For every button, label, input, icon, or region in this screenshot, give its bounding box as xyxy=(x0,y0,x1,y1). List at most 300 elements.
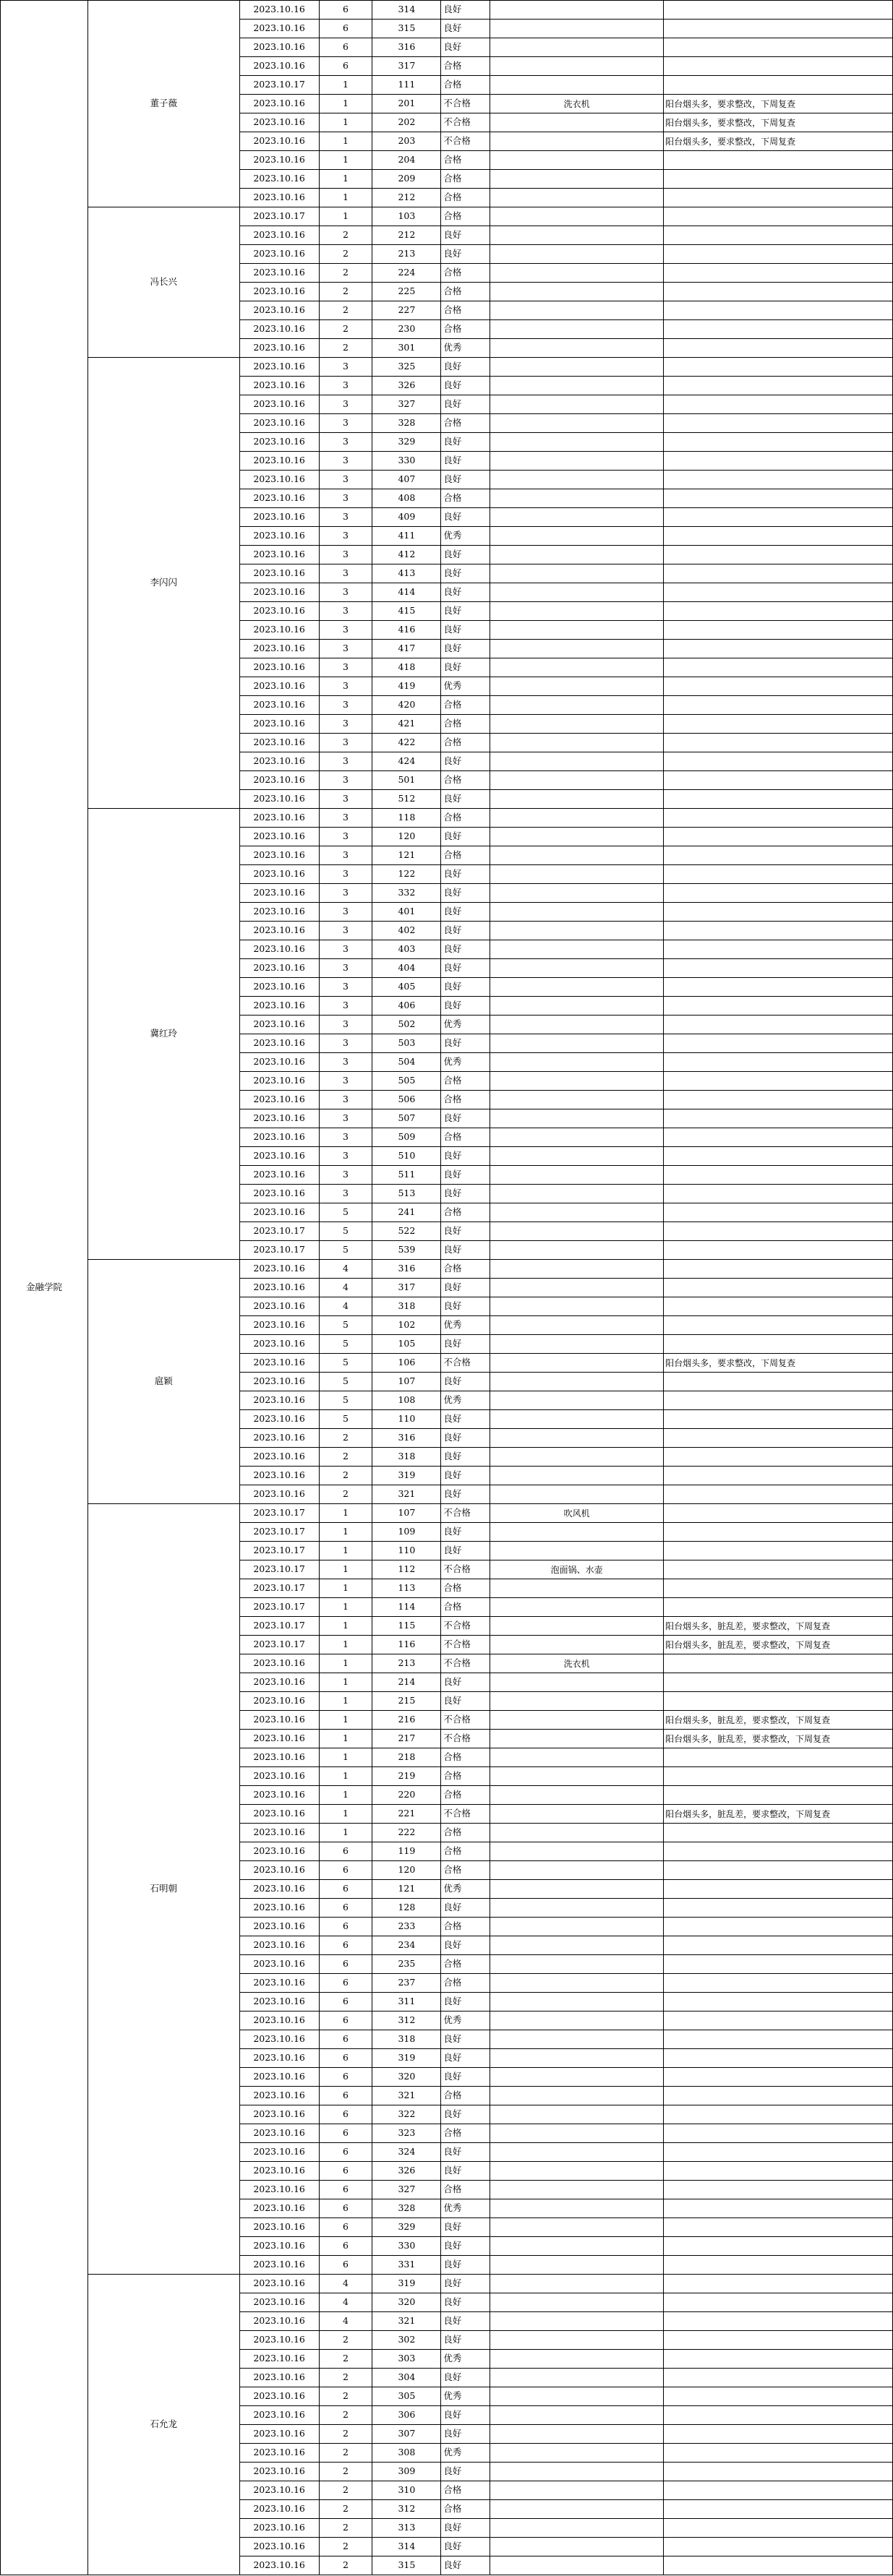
appliance-cell xyxy=(490,1861,664,1880)
appliance-cell xyxy=(490,2124,664,2143)
building-cell: 6 xyxy=(319,2256,372,2275)
room-cell: 311 xyxy=(372,1993,441,2012)
room-cell: 318 xyxy=(372,1297,441,1316)
building-cell: 3 xyxy=(319,395,372,414)
building-cell: 6 xyxy=(319,2049,372,2068)
room-cell: 327 xyxy=(372,395,441,414)
appliance-cell xyxy=(490,1974,664,1993)
appliance-cell xyxy=(490,508,664,527)
feedback-cell xyxy=(664,583,893,602)
building-cell: 2 xyxy=(319,339,372,358)
date-cell: 2023.10.16 xyxy=(239,940,319,959)
result-cell: 良好 xyxy=(441,1297,490,1316)
result-cell: 合格 xyxy=(441,846,490,865)
building-cell: 1 xyxy=(319,1617,372,1636)
result-cell: 合格 xyxy=(441,1842,490,1861)
feedback-cell xyxy=(664,1316,893,1335)
appliance-cell xyxy=(490,1,664,20)
result-cell: 良好 xyxy=(441,2049,490,2068)
appliance-cell xyxy=(490,564,664,583)
building-cell: 3 xyxy=(319,1128,372,1147)
feedback-cell xyxy=(664,1072,893,1091)
date-cell: 2023.10.16 xyxy=(239,1993,319,2012)
room-cell: 214 xyxy=(372,1673,441,1692)
feedback-cell xyxy=(664,2237,893,2256)
appliance-cell xyxy=(490,602,664,621)
result-cell: 良好 xyxy=(441,940,490,959)
appliance-cell xyxy=(490,978,664,997)
appliance-cell xyxy=(490,922,664,940)
room-cell: 309 xyxy=(372,2463,441,2481)
result-cell: 良好 xyxy=(441,1373,490,1391)
result-cell: 良好 xyxy=(441,1166,490,1185)
building-cell: 2 xyxy=(319,2500,372,2519)
result-cell: 良好 xyxy=(441,1467,490,1485)
feedback-cell xyxy=(664,2463,893,2481)
result-cell: 良好 xyxy=(441,1147,490,1166)
result-cell: 良好 xyxy=(441,1429,490,1448)
result-cell: 合格 xyxy=(441,1748,490,1767)
date-cell: 2023.10.17 xyxy=(239,76,319,95)
room-cell: 504 xyxy=(372,1053,441,1072)
room-cell: 119 xyxy=(372,1842,441,1861)
feedback-cell xyxy=(664,189,893,207)
building-cell: 2 xyxy=(319,283,372,301)
building-cell: 2 xyxy=(319,2350,372,2369)
date-cell: 2023.10.16 xyxy=(239,1034,319,1053)
feedback-cell xyxy=(664,283,893,301)
feedback-cell: 阳台烟头多，要求整改，下周复查 xyxy=(664,132,893,151)
feedback-cell xyxy=(664,2406,893,2425)
appliance-cell xyxy=(490,20,664,38)
feedback-cell xyxy=(664,20,893,38)
date-cell: 2023.10.16 xyxy=(239,95,319,113)
date-cell: 2023.10.16 xyxy=(239,2275,319,2293)
counselor-cell: 扈颖 xyxy=(87,1260,239,1504)
feedback-cell xyxy=(664,2143,893,2162)
feedback-cell: 阳台烟头多，脏乱差，要求整改，下周复查 xyxy=(664,1730,893,1748)
result-cell: 合格 xyxy=(441,301,490,320)
room-cell: 316 xyxy=(372,1429,441,1448)
result-cell: 良好 xyxy=(441,508,490,527)
date-cell: 2023.10.16 xyxy=(239,2030,319,2049)
date-cell: 2023.10.16 xyxy=(239,1711,319,1730)
appliance-cell xyxy=(490,1373,664,1391)
appliance-cell xyxy=(490,2049,664,2068)
appliance-cell xyxy=(490,696,664,715)
appliance-cell xyxy=(490,1899,664,1918)
appliance-cell xyxy=(490,1485,664,1504)
feedback-cell xyxy=(664,2105,893,2124)
building-cell: 3 xyxy=(319,583,372,602)
date-cell: 2023.10.17 xyxy=(239,1241,319,1260)
feedback-cell xyxy=(664,2181,893,2199)
date-cell: 2023.10.16 xyxy=(239,2237,319,2256)
feedback-cell xyxy=(664,564,893,583)
feedback-cell xyxy=(664,715,893,734)
date-cell: 2023.10.17 xyxy=(239,1636,319,1654)
room-cell: 330 xyxy=(372,2237,441,2256)
building-cell: 2 xyxy=(319,2369,372,2387)
date-cell: 2023.10.16 xyxy=(239,1053,319,1072)
date-cell: 2023.10.16 xyxy=(239,2444,319,2463)
room-cell: 110 xyxy=(372,1410,441,1429)
feedback-cell xyxy=(664,1373,893,1391)
feedback-cell xyxy=(664,2481,893,2500)
result-cell: 良好 xyxy=(441,2425,490,2444)
room-cell: 203 xyxy=(372,132,441,151)
building-cell: 1 xyxy=(319,207,372,226)
result-cell: 合格 xyxy=(441,170,490,189)
feedback-cell xyxy=(664,1955,893,1974)
appliance-cell xyxy=(490,1279,664,1297)
feedback-cell: 阳台烟头多，要求整改，下周复查 xyxy=(664,113,893,132)
building-cell: 3 xyxy=(319,1091,372,1109)
room-cell: 225 xyxy=(372,283,441,301)
date-cell: 2023.10.16 xyxy=(239,2087,319,2105)
result-cell: 合格 xyxy=(441,2481,490,2500)
building-cell: 1 xyxy=(319,170,372,189)
feedback-cell xyxy=(664,1880,893,1899)
result-cell: 良好 xyxy=(441,658,490,677)
room-cell: 315 xyxy=(372,20,441,38)
building-cell: 3 xyxy=(319,602,372,621)
room-cell: 331 xyxy=(372,2256,441,2275)
room-cell: 110 xyxy=(372,1542,441,1560)
feedback-cell xyxy=(664,1429,893,1448)
feedback-cell xyxy=(664,2312,893,2331)
date-cell: 2023.10.16 xyxy=(239,508,319,527)
building-cell: 3 xyxy=(319,959,372,978)
room-cell: 413 xyxy=(372,564,441,583)
room-cell: 118 xyxy=(372,809,441,828)
feedback-cell xyxy=(664,752,893,771)
date-cell: 2023.10.16 xyxy=(239,1072,319,1091)
room-cell: 213 xyxy=(372,245,441,264)
feedback-cell xyxy=(664,301,893,320)
building-cell: 3 xyxy=(319,997,372,1016)
room-cell: 409 xyxy=(372,508,441,527)
appliance-cell: 泡面锅、水壶 xyxy=(490,1560,664,1579)
date-cell: 2023.10.16 xyxy=(239,658,319,677)
room-cell: 321 xyxy=(372,2312,441,2331)
result-cell: 合格 xyxy=(441,1579,490,1598)
college-cell: 金融学院 xyxy=(1,1,88,2575)
result-cell: 不合格 xyxy=(441,132,490,151)
building-cell: 3 xyxy=(319,452,372,471)
result-cell: 合格 xyxy=(441,2124,490,2143)
appliance-cell xyxy=(490,1617,664,1636)
date-cell: 2023.10.16 xyxy=(239,1673,319,1692)
appliance-cell xyxy=(490,339,664,358)
room-cell: 415 xyxy=(372,602,441,621)
result-cell: 良好 xyxy=(441,2143,490,2162)
feedback-cell xyxy=(664,1748,893,1767)
date-cell: 2023.10.16 xyxy=(239,2256,319,2275)
feedback-cell xyxy=(664,1993,893,2012)
result-cell: 优秀 xyxy=(441,1053,490,1072)
feedback-cell xyxy=(664,1448,893,1467)
date-cell: 2023.10.16 xyxy=(239,132,319,151)
date-cell: 2023.10.16 xyxy=(239,2369,319,2387)
feedback-cell xyxy=(664,884,893,903)
feedback-cell xyxy=(664,1166,893,1185)
building-cell: 3 xyxy=(319,696,372,715)
appliance-cell xyxy=(490,809,664,828)
date-cell: 2023.10.16 xyxy=(239,1185,319,1203)
date-cell: 2023.10.16 xyxy=(239,1918,319,1936)
building-cell: 3 xyxy=(319,865,372,884)
appliance-cell xyxy=(490,1673,664,1692)
room-cell: 221 xyxy=(372,1805,441,1824)
appliance-cell xyxy=(490,997,664,1016)
table-row xyxy=(1,809,893,828)
building-cell: 4 xyxy=(319,1260,372,1279)
date-cell: 2023.10.16 xyxy=(239,1,319,20)
feedback-cell xyxy=(664,1335,893,1354)
feedback-cell xyxy=(664,677,893,696)
date-cell: 2023.10.16 xyxy=(239,1448,319,1467)
building-cell: 1 xyxy=(319,1654,372,1673)
appliance-cell xyxy=(490,1354,664,1373)
result-cell: 良好 xyxy=(441,2162,490,2181)
feedback-cell xyxy=(664,602,893,621)
appliance-cell xyxy=(490,903,664,922)
room-cell: 316 xyxy=(372,38,441,57)
date-cell: 2023.10.16 xyxy=(239,1936,319,1955)
room-cell: 302 xyxy=(372,2331,441,2350)
building-cell: 3 xyxy=(319,978,372,997)
building-cell: 3 xyxy=(319,790,372,809)
room-cell: 105 xyxy=(372,1335,441,1354)
date-cell: 2023.10.16 xyxy=(239,1391,319,1410)
room-cell: 222 xyxy=(372,1824,441,1842)
feedback-cell xyxy=(664,809,893,828)
result-cell: 合格 xyxy=(441,1598,490,1617)
room-cell: 319 xyxy=(372,2049,441,2068)
appliance-cell xyxy=(490,1636,664,1654)
feedback-cell xyxy=(664,1824,893,1842)
appliance-cell xyxy=(490,320,664,339)
appliance-cell xyxy=(490,1692,664,1711)
date-cell: 2023.10.17 xyxy=(239,1579,319,1598)
date-cell: 2023.10.16 xyxy=(239,583,319,602)
building-cell: 1 xyxy=(319,1523,372,1542)
feedback-cell xyxy=(664,2199,893,2218)
appliance-cell xyxy=(490,2068,664,2087)
appliance-cell xyxy=(490,1579,664,1598)
feedback-cell xyxy=(664,978,893,997)
date-cell: 2023.10.16 xyxy=(239,151,319,170)
room-cell: 315 xyxy=(372,2556,441,2575)
appliance-cell xyxy=(490,245,664,264)
building-cell: 1 xyxy=(319,1560,372,1579)
appliance-cell xyxy=(490,1185,664,1203)
room-cell: 314 xyxy=(372,1,441,20)
feedback-cell xyxy=(664,734,893,752)
result-cell: 良好 xyxy=(441,752,490,771)
feedback-cell xyxy=(664,1560,893,1579)
feedback-cell xyxy=(664,2030,893,2049)
building-cell: 6 xyxy=(319,2068,372,2087)
feedback-cell xyxy=(664,1654,893,1673)
appliance-cell xyxy=(490,189,664,207)
appliance-cell xyxy=(490,1955,664,1974)
result-cell: 优秀 xyxy=(441,527,490,546)
room-cell: 121 xyxy=(372,846,441,865)
appliance-cell xyxy=(490,1767,664,1786)
building-cell: 3 xyxy=(319,940,372,959)
appliance-cell xyxy=(490,790,664,809)
result-cell: 合格 xyxy=(441,1955,490,1974)
result-cell: 良好 xyxy=(441,2406,490,2425)
feedback-cell xyxy=(664,38,893,57)
feedback-cell xyxy=(664,395,893,414)
feedback-cell xyxy=(664,2369,893,2387)
appliance-cell xyxy=(490,621,664,640)
feedback-cell xyxy=(664,1,893,20)
building-cell: 3 xyxy=(319,564,372,583)
building-cell: 1 xyxy=(319,76,372,95)
appliance-cell xyxy=(490,1147,664,1166)
result-cell: 良好 xyxy=(441,1899,490,1918)
appliance-cell xyxy=(490,2030,664,2049)
inspection-table-body xyxy=(1,1,893,2575)
feedback-cell xyxy=(664,207,893,226)
feedback-cell xyxy=(664,1504,893,1523)
date-cell: 2023.10.16 xyxy=(239,546,319,564)
building-cell: 1 xyxy=(319,1598,372,1617)
room-cell: 235 xyxy=(372,1955,441,1974)
result-cell: 不合格 xyxy=(441,1711,490,1730)
date-cell: 2023.10.16 xyxy=(239,828,319,846)
result-cell: 不合格 xyxy=(441,113,490,132)
result-cell: 合格 xyxy=(441,76,490,95)
feedback-cell xyxy=(664,865,893,884)
date-cell: 2023.10.16 xyxy=(239,602,319,621)
result-cell: 良好 xyxy=(441,922,490,940)
feedback-cell xyxy=(664,1598,893,1617)
date-cell: 2023.10.16 xyxy=(239,38,319,57)
building-cell: 1 xyxy=(319,1748,372,1767)
room-cell: 510 xyxy=(372,1147,441,1166)
date-cell: 2023.10.16 xyxy=(239,113,319,132)
date-cell: 2023.10.16 xyxy=(239,1730,319,1748)
date-cell: 2023.10.16 xyxy=(239,452,319,471)
date-cell: 2023.10.16 xyxy=(239,1297,319,1316)
date-cell: 2023.10.16 xyxy=(239,358,319,377)
date-cell: 2023.10.16 xyxy=(239,57,319,76)
room-cell: 237 xyxy=(372,1974,441,1993)
result-cell: 良好 xyxy=(441,395,490,414)
result-cell: 良好 xyxy=(441,1673,490,1692)
feedback-cell xyxy=(664,1128,893,1147)
building-cell: 3 xyxy=(319,640,372,658)
date-cell: 2023.10.16 xyxy=(239,1974,319,1993)
result-cell: 合格 xyxy=(441,2087,490,2105)
result-cell: 良好 xyxy=(441,978,490,997)
date-cell: 2023.10.16 xyxy=(239,339,319,358)
date-cell: 2023.10.16 xyxy=(239,414,319,433)
result-cell: 合格 xyxy=(441,1260,490,1279)
room-cell: 308 xyxy=(372,2444,441,2463)
feedback-cell: 阳台烟头多，脏乱差，要求整改，下周复查 xyxy=(664,1617,893,1636)
date-cell: 2023.10.16 xyxy=(239,2143,319,2162)
result-cell: 合格 xyxy=(441,320,490,339)
appliance-cell xyxy=(490,433,664,452)
room-cell: 327 xyxy=(372,2181,441,2199)
building-cell: 3 xyxy=(319,1072,372,1091)
feedback-cell xyxy=(664,57,893,76)
appliance-cell xyxy=(490,377,664,395)
building-cell: 3 xyxy=(319,621,372,640)
building-cell: 3 xyxy=(319,903,372,922)
feedback-cell: 阳台烟头多，脏乱差，要求整改，下周复查 xyxy=(664,1711,893,1730)
date-cell: 2023.10.16 xyxy=(239,1279,319,1297)
result-cell: 合格 xyxy=(441,264,490,283)
room-cell: 325 xyxy=(372,358,441,377)
room-cell: 420 xyxy=(372,696,441,715)
feedback-cell xyxy=(664,2087,893,2105)
date-cell: 2023.10.16 xyxy=(239,1429,319,1448)
feedback-cell xyxy=(664,2162,893,2181)
appliance-cell xyxy=(490,884,664,903)
building-cell: 5 xyxy=(319,1241,372,1260)
appliance-cell xyxy=(490,132,664,151)
feedback-cell xyxy=(664,1091,893,1109)
room-cell: 511 xyxy=(372,1166,441,1185)
building-cell: 6 xyxy=(319,2087,372,2105)
appliance-cell xyxy=(490,1542,664,1560)
room-cell: 317 xyxy=(372,1279,441,1297)
room-cell: 103 xyxy=(372,207,441,226)
appliance-cell xyxy=(490,1203,664,1222)
room-cell: 234 xyxy=(372,1936,441,1955)
feedback-cell xyxy=(664,1673,893,1692)
room-cell: 304 xyxy=(372,2369,441,2387)
room-cell: 522 xyxy=(372,1222,441,1241)
appliance-cell xyxy=(490,471,664,489)
appliance-cell xyxy=(490,2105,664,2124)
date-cell: 2023.10.17 xyxy=(239,1504,319,1523)
appliance-cell xyxy=(490,1034,664,1053)
building-cell: 3 xyxy=(319,433,372,452)
feedback-cell xyxy=(664,1918,893,1936)
date-cell: 2023.10.17 xyxy=(239,1598,319,1617)
date-cell: 2023.10.16 xyxy=(239,1016,319,1034)
feedback-cell xyxy=(664,1692,893,1711)
result-cell: 合格 xyxy=(441,1918,490,1936)
feedback-cell xyxy=(664,903,893,922)
result-cell: 合格 xyxy=(441,57,490,76)
room-cell: 220 xyxy=(372,1786,441,1805)
feedback-cell xyxy=(664,846,893,865)
building-cell: 1 xyxy=(319,132,372,151)
feedback-cell xyxy=(664,2068,893,2087)
feedback-cell xyxy=(664,2049,893,2068)
room-cell: 319 xyxy=(372,1467,441,1485)
date-cell: 2023.10.16 xyxy=(239,170,319,189)
result-cell: 良好 xyxy=(441,2556,490,2575)
date-cell: 2023.10.16 xyxy=(239,2350,319,2369)
room-cell: 326 xyxy=(372,2162,441,2181)
result-cell: 良好 xyxy=(441,1448,490,1467)
result-cell: 合格 xyxy=(441,1128,490,1147)
result-cell: 不合格 xyxy=(441,1354,490,1373)
date-cell: 2023.10.16 xyxy=(239,809,319,828)
feedback-cell xyxy=(664,1485,893,1504)
appliance-cell xyxy=(490,2218,664,2237)
